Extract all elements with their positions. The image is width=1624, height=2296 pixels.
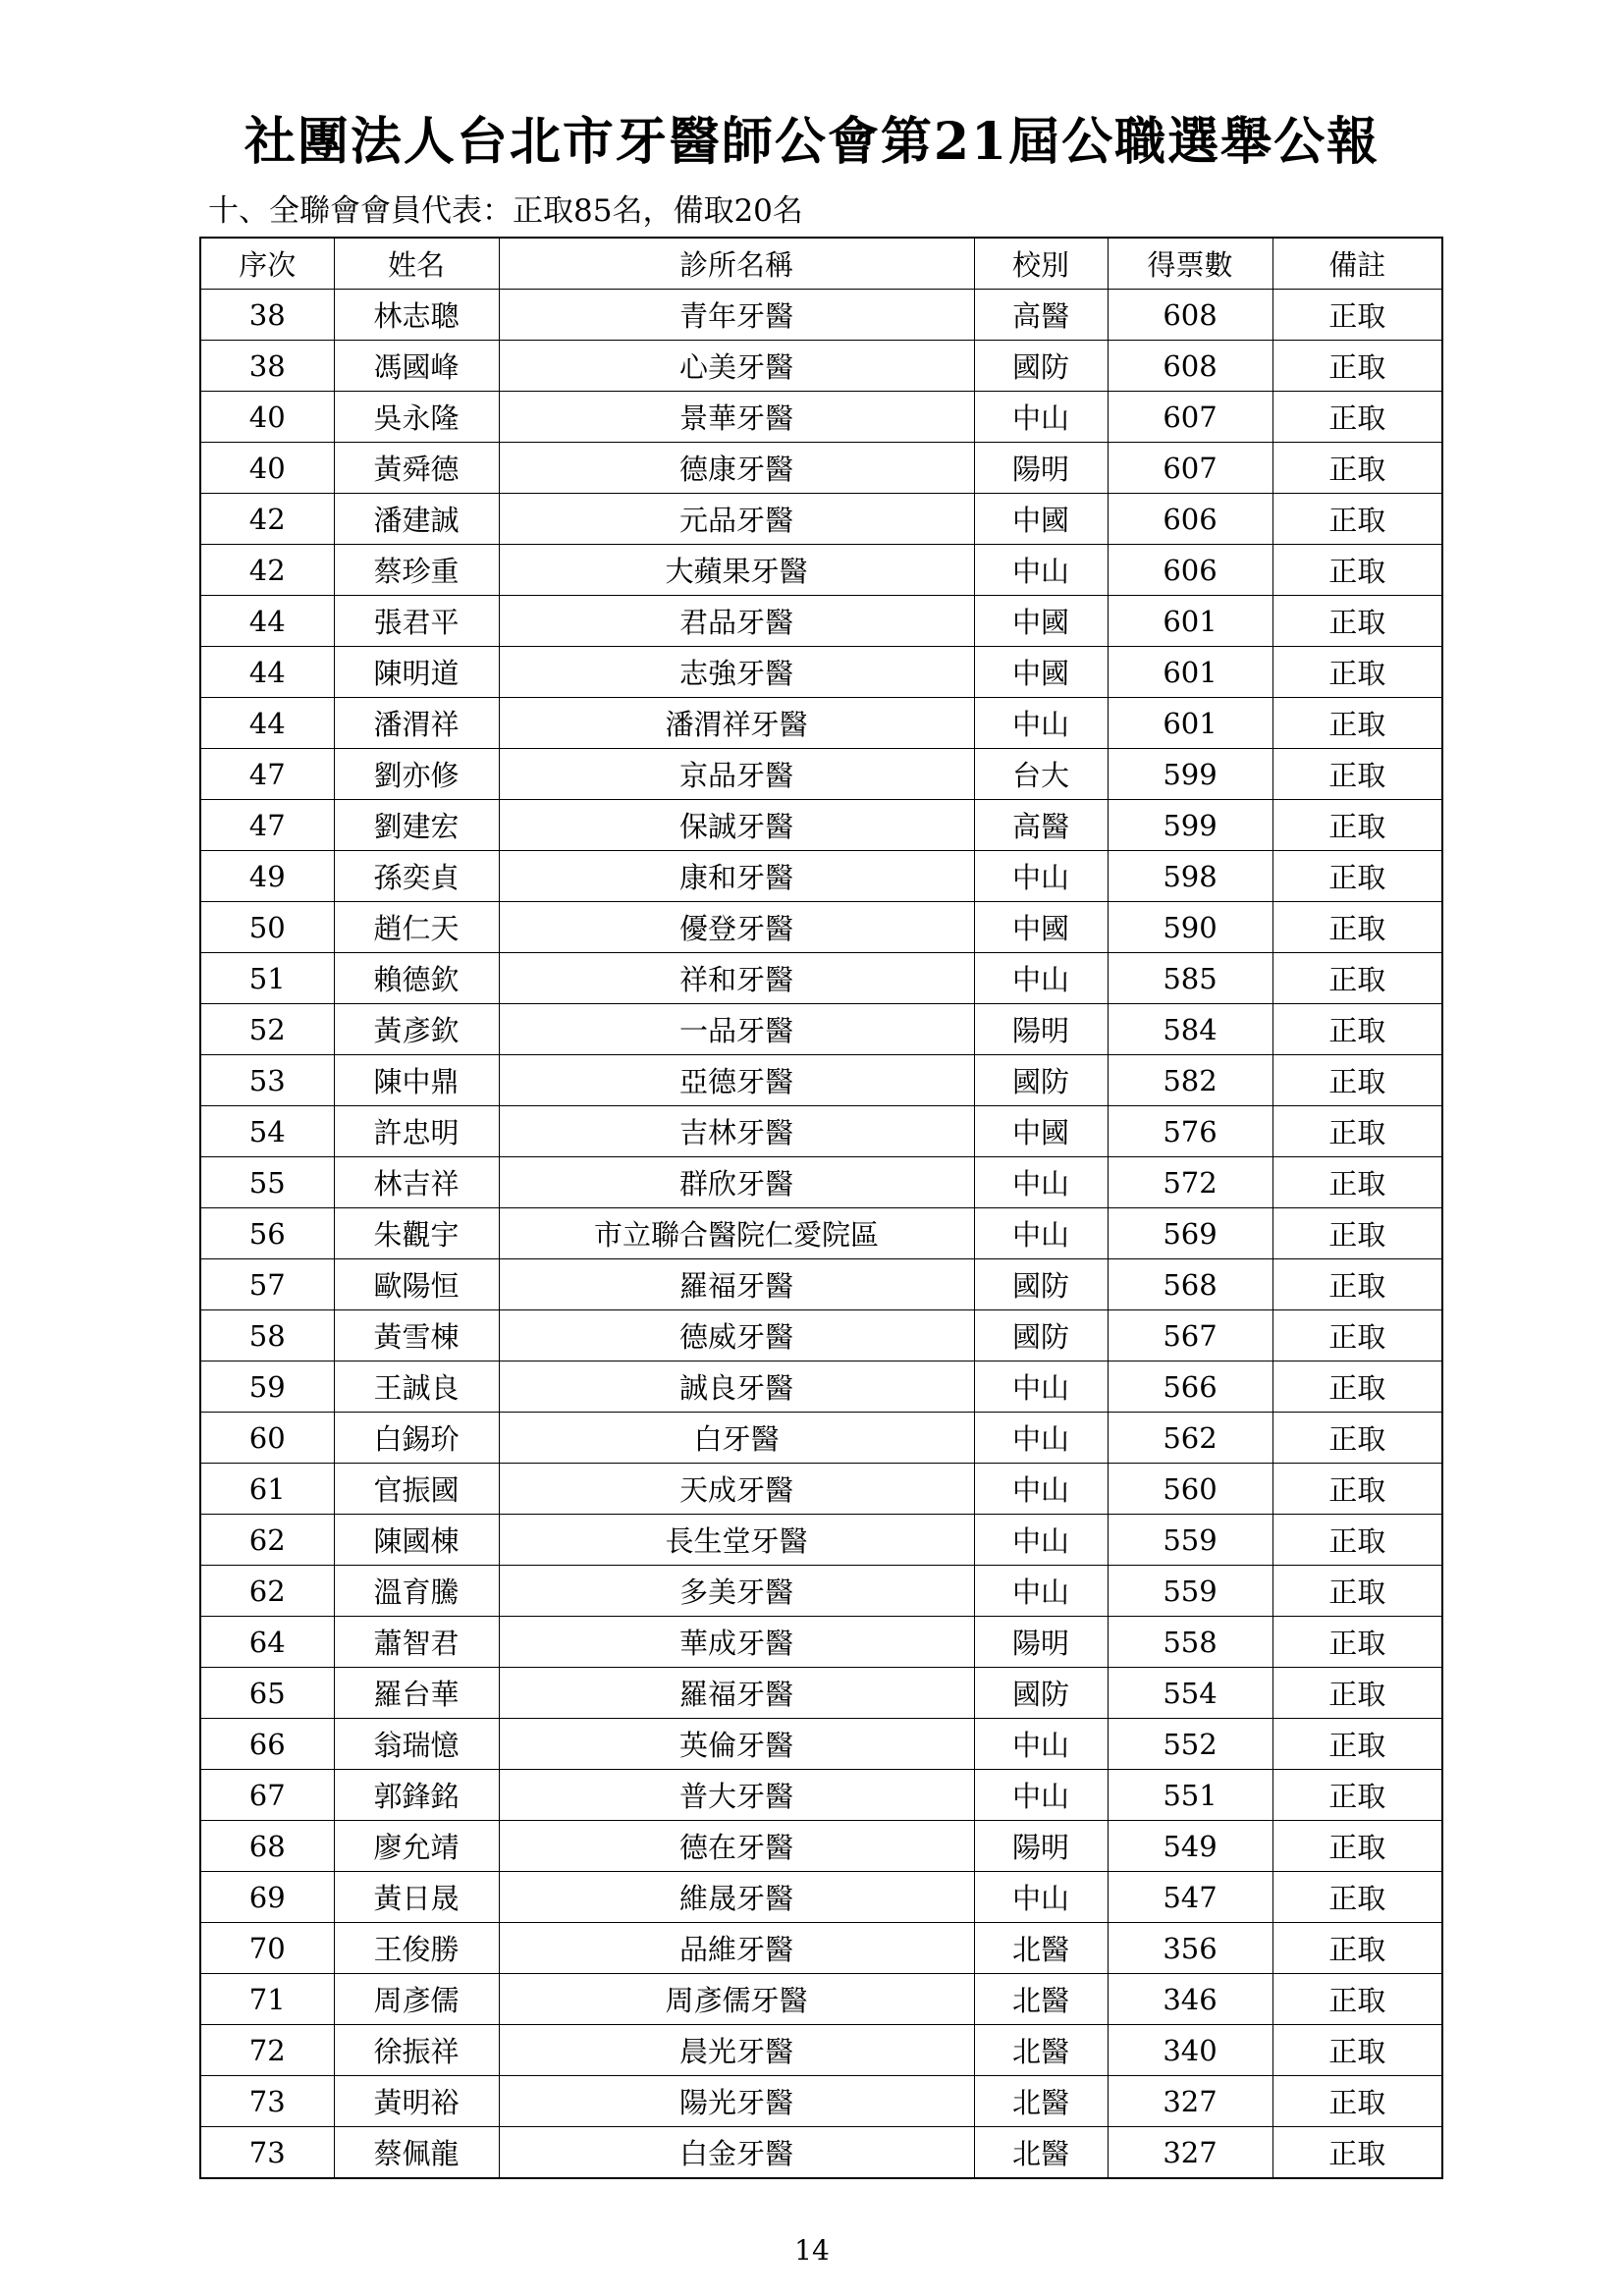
remark-cell: 正取 bbox=[1272, 1464, 1442, 1515]
clinic-cell: 祥和牙醫 bbox=[499, 953, 974, 1004]
school-cell: 中山 bbox=[974, 1208, 1108, 1259]
clinic-cell: 元品牙醫 bbox=[499, 494, 974, 545]
clinic-cell: 天成牙醫 bbox=[499, 1464, 974, 1515]
clinic-cell: 君品牙醫 bbox=[499, 596, 974, 647]
remark-cell: 正取 bbox=[1272, 1515, 1442, 1566]
remark-cell: 正取 bbox=[1272, 902, 1442, 953]
votes-cell: 558 bbox=[1108, 1617, 1272, 1668]
votes-cell: 346 bbox=[1108, 1974, 1272, 2025]
name-cell: 朱觀宇 bbox=[334, 1208, 499, 1259]
votes-cell: 569 bbox=[1108, 1208, 1272, 1259]
votes-cell: 585 bbox=[1108, 953, 1272, 1004]
rank-cell: 51 bbox=[200, 953, 334, 1004]
clinic-cell: 羅福牙醫 bbox=[499, 1259, 974, 1310]
school-cell: 高醫 bbox=[974, 800, 1108, 851]
remark-cell: 正取 bbox=[1272, 749, 1442, 800]
clinic-cell: 景華牙醫 bbox=[499, 392, 974, 443]
remark-cell: 正取 bbox=[1272, 290, 1442, 341]
remark-cell: 正取 bbox=[1272, 647, 1442, 698]
table-row bbox=[200, 1821, 1442, 1872]
table-row bbox=[200, 1157, 1442, 1208]
school-cell: 中山 bbox=[974, 1464, 1108, 1515]
rank-cell: 56 bbox=[200, 1208, 334, 1259]
votes-cell: 549 bbox=[1108, 1821, 1272, 1872]
school-cell: 北醫 bbox=[974, 2025, 1108, 2076]
section-heading: 十、全聯會會員代表：正取85名，備取20名 bbox=[208, 193, 803, 229]
name-cell: 蕭智君 bbox=[334, 1617, 499, 1668]
school-cell: 中國 bbox=[974, 647, 1108, 698]
remark-cell: 正取 bbox=[1272, 443, 1442, 494]
rank-cell: 53 bbox=[200, 1055, 334, 1106]
rank-cell: 44 bbox=[200, 647, 334, 698]
table-body bbox=[200, 290, 1442, 2179]
clinic-cell: 晨光牙醫 bbox=[499, 2025, 974, 2076]
name-cell: 羅台華 bbox=[334, 1668, 499, 1719]
clinic-cell: 潘渭祥牙醫 bbox=[499, 698, 974, 749]
votes-cell: 607 bbox=[1108, 392, 1272, 443]
name-cell: 馮國峰 bbox=[334, 341, 499, 392]
remark-cell: 正取 bbox=[1272, 1821, 1442, 1872]
clinic-cell: 京品牙醫 bbox=[499, 749, 974, 800]
clinic-cell: 青年牙醫 bbox=[499, 290, 974, 341]
school-cell: 中山 bbox=[974, 1719, 1108, 1770]
table-row bbox=[200, 1515, 1442, 1566]
table-row bbox=[200, 1004, 1442, 1055]
remark-cell: 正取 bbox=[1272, 1566, 1442, 1617]
school-cell: 中山 bbox=[974, 1157, 1108, 1208]
rank-cell: 38 bbox=[200, 290, 334, 341]
rank-cell: 73 bbox=[200, 2127, 334, 2179]
clinic-cell: 優登牙醫 bbox=[499, 902, 974, 953]
rank-cell: 40 bbox=[200, 392, 334, 443]
votes-cell: 582 bbox=[1108, 1055, 1272, 1106]
name-cell: 歐陽恒 bbox=[334, 1259, 499, 1310]
remark-cell: 正取 bbox=[1272, 1617, 1442, 1668]
clinic-cell: 品維牙醫 bbox=[499, 1923, 974, 1974]
name-cell: 孫奕貞 bbox=[334, 851, 499, 902]
remark-cell: 正取 bbox=[1272, 1770, 1442, 1821]
remark-cell: 正取 bbox=[1272, 2127, 1442, 2179]
votes-cell: 599 bbox=[1108, 749, 1272, 800]
remark-cell: 正取 bbox=[1272, 1413, 1442, 1464]
table-row bbox=[200, 443, 1442, 494]
name-cell: 蔡佩龍 bbox=[334, 2127, 499, 2179]
clinic-cell: 英倫牙醫 bbox=[499, 1719, 974, 1770]
remark-cell: 正取 bbox=[1272, 1208, 1442, 1259]
name-cell: 蔡珍重 bbox=[334, 545, 499, 596]
rank-cell: 61 bbox=[200, 1464, 334, 1515]
name-cell: 劉亦修 bbox=[334, 749, 499, 800]
name-cell: 徐振祥 bbox=[334, 2025, 499, 2076]
name-cell: 賴德欽 bbox=[334, 953, 499, 1004]
table-row bbox=[200, 1974, 1442, 2025]
school-cell: 中山 bbox=[974, 698, 1108, 749]
votes-cell: 356 bbox=[1108, 1923, 1272, 1974]
rank-cell: 42 bbox=[200, 494, 334, 545]
rank-cell: 64 bbox=[200, 1617, 334, 1668]
clinic-cell: 德威牙醫 bbox=[499, 1310, 974, 1362]
name-cell: 黃明裕 bbox=[334, 2076, 499, 2127]
clinic-cell: 普大牙醫 bbox=[499, 1770, 974, 1821]
table-row bbox=[200, 2025, 1442, 2076]
clinic-cell: 白牙醫 bbox=[499, 1413, 974, 1464]
column-header-remark: 備註 bbox=[1272, 238, 1442, 290]
school-cell: 中山 bbox=[974, 1872, 1108, 1923]
rank-cell: 50 bbox=[200, 902, 334, 953]
rank-cell: 47 bbox=[200, 800, 334, 851]
name-cell: 郭鋒銘 bbox=[334, 1770, 499, 1821]
votes-cell: 327 bbox=[1108, 2076, 1272, 2127]
name-cell: 翁瑞憶 bbox=[334, 1719, 499, 1770]
table-row bbox=[200, 1923, 1442, 1974]
clinic-cell: 誠良牙醫 bbox=[499, 1362, 974, 1413]
page-number: 14 bbox=[794, 2234, 830, 2267]
votes-cell: 567 bbox=[1108, 1310, 1272, 1362]
table-row bbox=[200, 1566, 1442, 1617]
name-cell: 黃彥欽 bbox=[334, 1004, 499, 1055]
clinic-cell: 陽光牙醫 bbox=[499, 2076, 974, 2127]
votes-cell: 327 bbox=[1108, 2127, 1272, 2179]
rank-cell: 71 bbox=[200, 1974, 334, 2025]
name-cell: 王誠良 bbox=[334, 1362, 499, 1413]
votes-cell: 559 bbox=[1108, 1566, 1272, 1617]
remark-cell: 正取 bbox=[1272, 953, 1442, 1004]
column-header-school: 校別 bbox=[974, 238, 1108, 290]
column-header-clinic: 診所名稱 bbox=[499, 238, 974, 290]
clinic-cell: 長生堂牙醫 bbox=[499, 1515, 974, 1566]
column-header-votes: 得票數 bbox=[1108, 238, 1272, 290]
remark-cell: 正取 bbox=[1272, 1055, 1442, 1106]
remark-cell: 正取 bbox=[1272, 1004, 1442, 1055]
votes-cell: 547 bbox=[1108, 1872, 1272, 1923]
school-cell: 國防 bbox=[974, 1055, 1108, 1106]
table-row bbox=[200, 1719, 1442, 1770]
table-row bbox=[200, 1362, 1442, 1413]
school-cell: 中國 bbox=[974, 494, 1108, 545]
table-row bbox=[200, 596, 1442, 647]
remark-cell: 正取 bbox=[1272, 1259, 1442, 1310]
remark-cell: 正取 bbox=[1272, 1106, 1442, 1157]
school-cell: 中山 bbox=[974, 1413, 1108, 1464]
name-cell: 陳國棟 bbox=[334, 1515, 499, 1566]
school-cell: 中山 bbox=[974, 851, 1108, 902]
remark-cell: 正取 bbox=[1272, 1310, 1442, 1362]
rank-cell: 55 bbox=[200, 1157, 334, 1208]
clinic-cell: 保誠牙醫 bbox=[499, 800, 974, 851]
name-cell: 廖允靖 bbox=[334, 1821, 499, 1872]
clinic-cell: 吉林牙醫 bbox=[499, 1106, 974, 1157]
remark-cell: 正取 bbox=[1272, 341, 1442, 392]
table-row bbox=[200, 953, 1442, 1004]
votes-cell: 566 bbox=[1108, 1362, 1272, 1413]
name-cell: 黃雪棟 bbox=[334, 1310, 499, 1362]
table-row bbox=[200, 1208, 1442, 1259]
votes-cell: 598 bbox=[1108, 851, 1272, 902]
rank-cell: 49 bbox=[200, 851, 334, 902]
name-cell: 許忠明 bbox=[334, 1106, 499, 1157]
school-cell: 台大 bbox=[974, 749, 1108, 800]
name-cell: 吳永隆 bbox=[334, 392, 499, 443]
name-cell: 陳中鼎 bbox=[334, 1055, 499, 1106]
school-cell: 陽明 bbox=[974, 1617, 1108, 1668]
votes-cell: 608 bbox=[1108, 290, 1272, 341]
rank-cell: 57 bbox=[200, 1259, 334, 1310]
table-row bbox=[200, 2127, 1442, 2179]
clinic-cell: 一品牙醫 bbox=[499, 1004, 974, 1055]
remark-cell: 正取 bbox=[1272, 2076, 1442, 2127]
rank-cell: 38 bbox=[200, 341, 334, 392]
remark-cell: 正取 bbox=[1272, 1719, 1442, 1770]
rank-cell: 52 bbox=[200, 1004, 334, 1055]
name-cell: 黃舜德 bbox=[334, 443, 499, 494]
table-row bbox=[200, 698, 1442, 749]
school-cell: 中國 bbox=[974, 596, 1108, 647]
clinic-cell: 志強牙醫 bbox=[499, 647, 974, 698]
rank-cell: 69 bbox=[200, 1872, 334, 1923]
clinic-cell: 心美牙醫 bbox=[499, 341, 974, 392]
name-cell: 張君平 bbox=[334, 596, 499, 647]
rank-cell: 62 bbox=[200, 1566, 334, 1617]
table-row bbox=[200, 392, 1442, 443]
votes-cell: 340 bbox=[1108, 2025, 1272, 2076]
remark-cell: 正取 bbox=[1272, 1157, 1442, 1208]
clinic-cell: 德在牙醫 bbox=[499, 1821, 974, 1872]
votes-cell: 562 bbox=[1108, 1413, 1272, 1464]
name-cell: 劉建宏 bbox=[334, 800, 499, 851]
name-cell: 溫育騰 bbox=[334, 1566, 499, 1617]
rank-cell: 72 bbox=[200, 2025, 334, 2076]
clinic-cell: 德康牙醫 bbox=[499, 443, 974, 494]
page-title: 社團法人台北市牙醫師公會第21屆公職選舉公報 bbox=[244, 112, 1380, 172]
votes-cell: 607 bbox=[1108, 443, 1272, 494]
school-cell: 國防 bbox=[974, 1668, 1108, 1719]
table-row bbox=[200, 647, 1442, 698]
remark-cell: 正取 bbox=[1272, 596, 1442, 647]
name-cell: 林志聰 bbox=[334, 290, 499, 341]
school-cell: 中山 bbox=[974, 953, 1108, 1004]
votes-cell: 576 bbox=[1108, 1106, 1272, 1157]
table-row bbox=[200, 494, 1442, 545]
name-cell: 潘建誠 bbox=[334, 494, 499, 545]
school-cell: 中山 bbox=[974, 1515, 1108, 1566]
table-row bbox=[200, 1310, 1442, 1362]
school-cell: 中山 bbox=[974, 392, 1108, 443]
votes-cell: 601 bbox=[1108, 596, 1272, 647]
school-cell: 中山 bbox=[974, 1770, 1108, 1821]
remark-cell: 正取 bbox=[1272, 851, 1442, 902]
rank-cell: 68 bbox=[200, 1821, 334, 1872]
clinic-cell: 華成牙醫 bbox=[499, 1617, 974, 1668]
school-cell: 中山 bbox=[974, 545, 1108, 596]
school-cell: 陽明 bbox=[974, 443, 1108, 494]
table-header-row bbox=[200, 238, 1442, 290]
votes-cell: 559 bbox=[1108, 1515, 1272, 1566]
column-header-rank: 序次 bbox=[200, 238, 334, 290]
table-row bbox=[200, 1413, 1442, 1464]
clinic-cell: 市立聯合醫院仁愛院區 bbox=[499, 1208, 974, 1259]
rank-cell: 44 bbox=[200, 698, 334, 749]
table-row bbox=[200, 341, 1442, 392]
results-table bbox=[199, 237, 1443, 2179]
clinic-cell: 大蘋果牙醫 bbox=[499, 545, 974, 596]
votes-cell: 584 bbox=[1108, 1004, 1272, 1055]
votes-cell: 606 bbox=[1108, 494, 1272, 545]
table-row bbox=[200, 545, 1442, 596]
name-cell: 官振國 bbox=[334, 1464, 499, 1515]
table-row bbox=[200, 902, 1442, 953]
name-cell: 周彥儒 bbox=[334, 1974, 499, 2025]
table-row bbox=[200, 1872, 1442, 1923]
votes-cell: 601 bbox=[1108, 647, 1272, 698]
votes-cell: 572 bbox=[1108, 1157, 1272, 1208]
school-cell: 中山 bbox=[974, 1566, 1108, 1617]
school-cell: 北醫 bbox=[974, 1974, 1108, 2025]
name-cell: 陳明道 bbox=[334, 647, 499, 698]
rank-cell: 62 bbox=[200, 1515, 334, 1566]
table-row bbox=[200, 800, 1442, 851]
votes-cell: 551 bbox=[1108, 1770, 1272, 1821]
table-row bbox=[200, 1668, 1442, 1719]
clinic-cell: 多美牙醫 bbox=[499, 1566, 974, 1617]
rank-cell: 65 bbox=[200, 1668, 334, 1719]
column-header-name: 姓名 bbox=[334, 238, 499, 290]
remark-cell: 正取 bbox=[1272, 1362, 1442, 1413]
name-cell: 林吉祥 bbox=[334, 1157, 499, 1208]
table-row bbox=[200, 1259, 1442, 1310]
votes-cell: 554 bbox=[1108, 1668, 1272, 1719]
rank-cell: 59 bbox=[200, 1362, 334, 1413]
remark-cell: 正取 bbox=[1272, 2025, 1442, 2076]
clinic-cell: 羅福牙醫 bbox=[499, 1668, 974, 1719]
rank-cell: 73 bbox=[200, 2076, 334, 2127]
school-cell: 中山 bbox=[974, 1362, 1108, 1413]
rank-cell: 66 bbox=[200, 1719, 334, 1770]
school-cell: 中國 bbox=[974, 902, 1108, 953]
table-row bbox=[200, 1106, 1442, 1157]
remark-cell: 正取 bbox=[1272, 1974, 1442, 2025]
votes-cell: 590 bbox=[1108, 902, 1272, 953]
name-cell: 白錫玠 bbox=[334, 1413, 499, 1464]
votes-cell: 608 bbox=[1108, 341, 1272, 392]
school-cell: 中國 bbox=[974, 1106, 1108, 1157]
school-cell: 北醫 bbox=[974, 1923, 1108, 1974]
rank-cell: 42 bbox=[200, 545, 334, 596]
table-row bbox=[200, 2076, 1442, 2127]
remark-cell: 正取 bbox=[1272, 1923, 1442, 1974]
school-cell: 國防 bbox=[974, 1310, 1108, 1362]
clinic-cell: 周彥儒牙醫 bbox=[499, 1974, 974, 2025]
remark-cell: 正取 bbox=[1272, 392, 1442, 443]
remark-cell: 正取 bbox=[1272, 1872, 1442, 1923]
votes-cell: 552 bbox=[1108, 1719, 1272, 1770]
clinic-cell: 白金牙醫 bbox=[499, 2127, 974, 2179]
school-cell: 國防 bbox=[974, 341, 1108, 392]
rank-cell: 70 bbox=[200, 1923, 334, 1974]
school-cell: 陽明 bbox=[974, 1821, 1108, 1872]
school-cell: 國防 bbox=[974, 1259, 1108, 1310]
rank-cell: 44 bbox=[200, 596, 334, 647]
votes-cell: 568 bbox=[1108, 1259, 1272, 1310]
remark-cell: 正取 bbox=[1272, 800, 1442, 851]
school-cell: 北醫 bbox=[974, 2127, 1108, 2179]
name-cell: 黃日晟 bbox=[334, 1872, 499, 1923]
table-row bbox=[200, 851, 1442, 902]
school-cell: 陽明 bbox=[974, 1004, 1108, 1055]
school-cell: 高醫 bbox=[974, 290, 1108, 341]
table-row bbox=[200, 1770, 1442, 1821]
rank-cell: 60 bbox=[200, 1413, 334, 1464]
remark-cell: 正取 bbox=[1272, 698, 1442, 749]
clinic-cell: 群欣牙醫 bbox=[499, 1157, 974, 1208]
clinic-cell: 維晟牙醫 bbox=[499, 1872, 974, 1923]
name-cell: 潘渭祥 bbox=[334, 698, 499, 749]
table-row bbox=[200, 1055, 1442, 1106]
rank-cell: 54 bbox=[200, 1106, 334, 1157]
votes-cell: 601 bbox=[1108, 698, 1272, 749]
school-cell: 北醫 bbox=[974, 2076, 1108, 2127]
rank-cell: 67 bbox=[200, 1770, 334, 1821]
table-row bbox=[200, 1617, 1442, 1668]
clinic-cell: 亞德牙醫 bbox=[499, 1055, 974, 1106]
remark-cell: 正取 bbox=[1272, 494, 1442, 545]
table-row bbox=[200, 290, 1442, 341]
votes-cell: 560 bbox=[1108, 1464, 1272, 1515]
name-cell: 王俊勝 bbox=[334, 1923, 499, 1974]
votes-cell: 599 bbox=[1108, 800, 1272, 851]
rank-cell: 58 bbox=[200, 1310, 334, 1362]
votes-cell: 606 bbox=[1108, 545, 1272, 596]
rank-cell: 47 bbox=[200, 749, 334, 800]
rank-cell: 40 bbox=[200, 443, 334, 494]
clinic-cell: 康和牙醫 bbox=[499, 851, 974, 902]
remark-cell: 正取 bbox=[1272, 1668, 1442, 1719]
table-row bbox=[200, 1464, 1442, 1515]
remark-cell: 正取 bbox=[1272, 545, 1442, 596]
name-cell: 趙仁天 bbox=[334, 902, 499, 953]
table-row bbox=[200, 749, 1442, 800]
